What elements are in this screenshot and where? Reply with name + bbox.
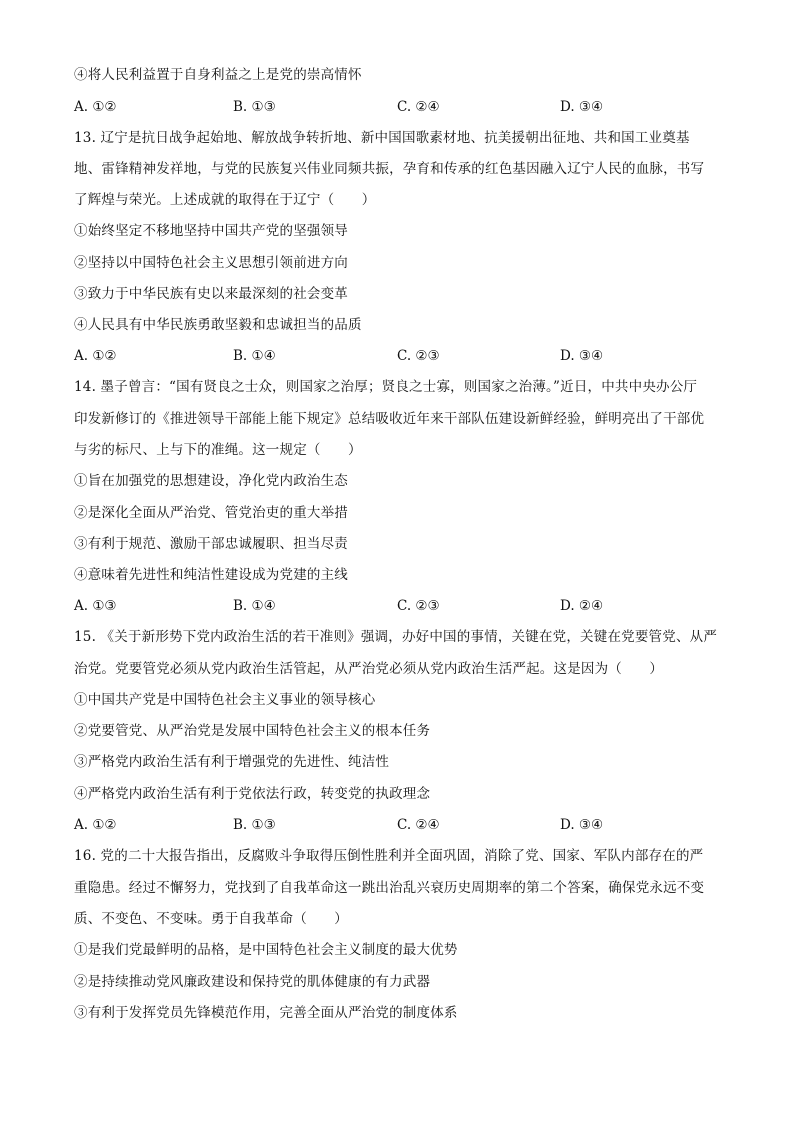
q13-item-3: ③致力于中华民族有史以来最深刻的社会变革 (74, 286, 348, 302)
q12-option-d: D. ③④ (560, 99, 604, 115)
q13-option-c: C. ②③ (397, 348, 440, 364)
q15-option-a: A. ①② (74, 817, 117, 833)
q13-item-2: ②坚持以中国特色社会主义思想引领前进方向 (74, 255, 348, 271)
q15-item-4: ④严格党内政治生活有利于党依法行政，转变党的执政理念 (74, 786, 431, 802)
q15-item-1: ①中国共产党是中国特色社会主义事业的领导核心 (74, 692, 376, 708)
q12-item-4: ④将人民利益置于自身利益之上是党的崇高情怀 (74, 67, 362, 83)
q14-stem-line-2: 印发新修订的《推进领导干部能上能下规定》总结吸收近年来干部队伍建设新鲜经验，鲜明亮出了干部优 (74, 411, 705, 427)
q12-option-c: C. ②④ (397, 99, 440, 115)
q13-option-a: A. ①② (74, 348, 117, 364)
q13-options (74, 347, 734, 365)
q14-stem-line-1: 14. 墨子曾言：“国有贤良之士众，则国家之治厚；贤良之士寡，则国家之治薄。”近日，中共中央办公厅 (74, 379, 698, 395)
q13-stem-line-1: 13. 辽宁是抗日战争起始地、解放战争转折地、新中国国歌素材地、抗美援朝出征地、共和国工业奠基 (74, 130, 690, 146)
q14-item-3: ③有利于规范、激励干部忠诚履职、担当尽责 (74, 536, 348, 552)
q12-option-b: B. ①③ (233, 99, 276, 115)
q14-option-b: B. ①④ (233, 598, 276, 614)
q14-item-4: ④意味着先进性和纯洁性建设成为党建的主线 (74, 567, 348, 583)
q15-options (74, 816, 734, 834)
q16-stem-line-2: 重隐患。经过不懈努力，党找到了自我革命这一跳出治乱兴衰历史周期率的第二个答案，确保党永远不变 (74, 880, 705, 896)
q16-item-3: ③有利于发挥党员先锋模范作用，完善全面从严治党的制度体系 (74, 1005, 458, 1021)
q13-stem-line-3: 了辉煌与荣光。上述成就的取得在于辽宁（ ） (74, 192, 376, 208)
q14-option-d: D. ②④ (560, 598, 604, 614)
q13-item-4: ④人民具有中华民族勇敢坚毅和忠诚担当的品质 (74, 317, 362, 333)
q16-stem-line-3: 质、不变色、不变味。勇于自我革命（ ） (74, 911, 348, 927)
q14-stem-line-3: 与劣的标尺、上与下的准绳。这一规定（ ） (74, 442, 362, 458)
q15-item-2: ②党要管党、从严治党是发展中国特色社会主义的根本任务 (74, 723, 431, 739)
q12-option-a: A. ①② (74, 99, 117, 115)
q12-options (74, 98, 734, 116)
q15-option-c: C. ②④ (397, 817, 440, 833)
q13-stem-line-2: 地、雷锋精神发祥地，与党的民族复兴伟业同频共振，孕育和传承的红色基因融入辽宁人民的血脉，书写 (74, 161, 705, 177)
q14-option-a: A. ①③ (74, 598, 117, 614)
q15-stem-line-1: 15. 《关于新形势下党内政治生活的若干准则》强调，办好中国的事情，关键在党，关键在党要管党、从严 (74, 629, 718, 645)
q16-stem-line-1: 16. 党的二十大报告指出，反腐败斗争取得压倒性胜利并全面巩固，消除了党、国家、军队内部存在的严 (74, 848, 704, 864)
q14-item-2: ②是深化全面从严治党、管党治吏的重大举措 (74, 505, 348, 521)
q14-options (74, 597, 734, 615)
q15-item-3: ③严格党内政治生活有利于增强党的先进性、纯洁性 (74, 754, 390, 770)
q15-stem-line-2: 治党。党要管党必须从党内政治生活管起，从严治党必须从党内政治生活严起。这是因为（ ） (74, 661, 664, 677)
q13-option-b: B. ①④ (233, 348, 276, 364)
q15-option-b: B. ①③ (233, 817, 276, 833)
q16-item-2: ②是持续推动党风廉政建设和保持党的肌体健康的有力武器 (74, 974, 431, 990)
q15-option-d: D. ③④ (560, 817, 604, 833)
q14-item-1: ①旨在加强党的思想建设，净化党内政治生态 (74, 473, 348, 489)
q13-item-1: ①始终坚定不移地坚持中国共产党的坚强领导 (74, 223, 348, 239)
q16-item-1: ①是我们党最鲜明的品格，是中国特色社会主义制度的最大优势 (74, 942, 458, 958)
q13-option-d: D. ③④ (560, 348, 604, 364)
q14-option-c: C. ②③ (397, 598, 440, 614)
